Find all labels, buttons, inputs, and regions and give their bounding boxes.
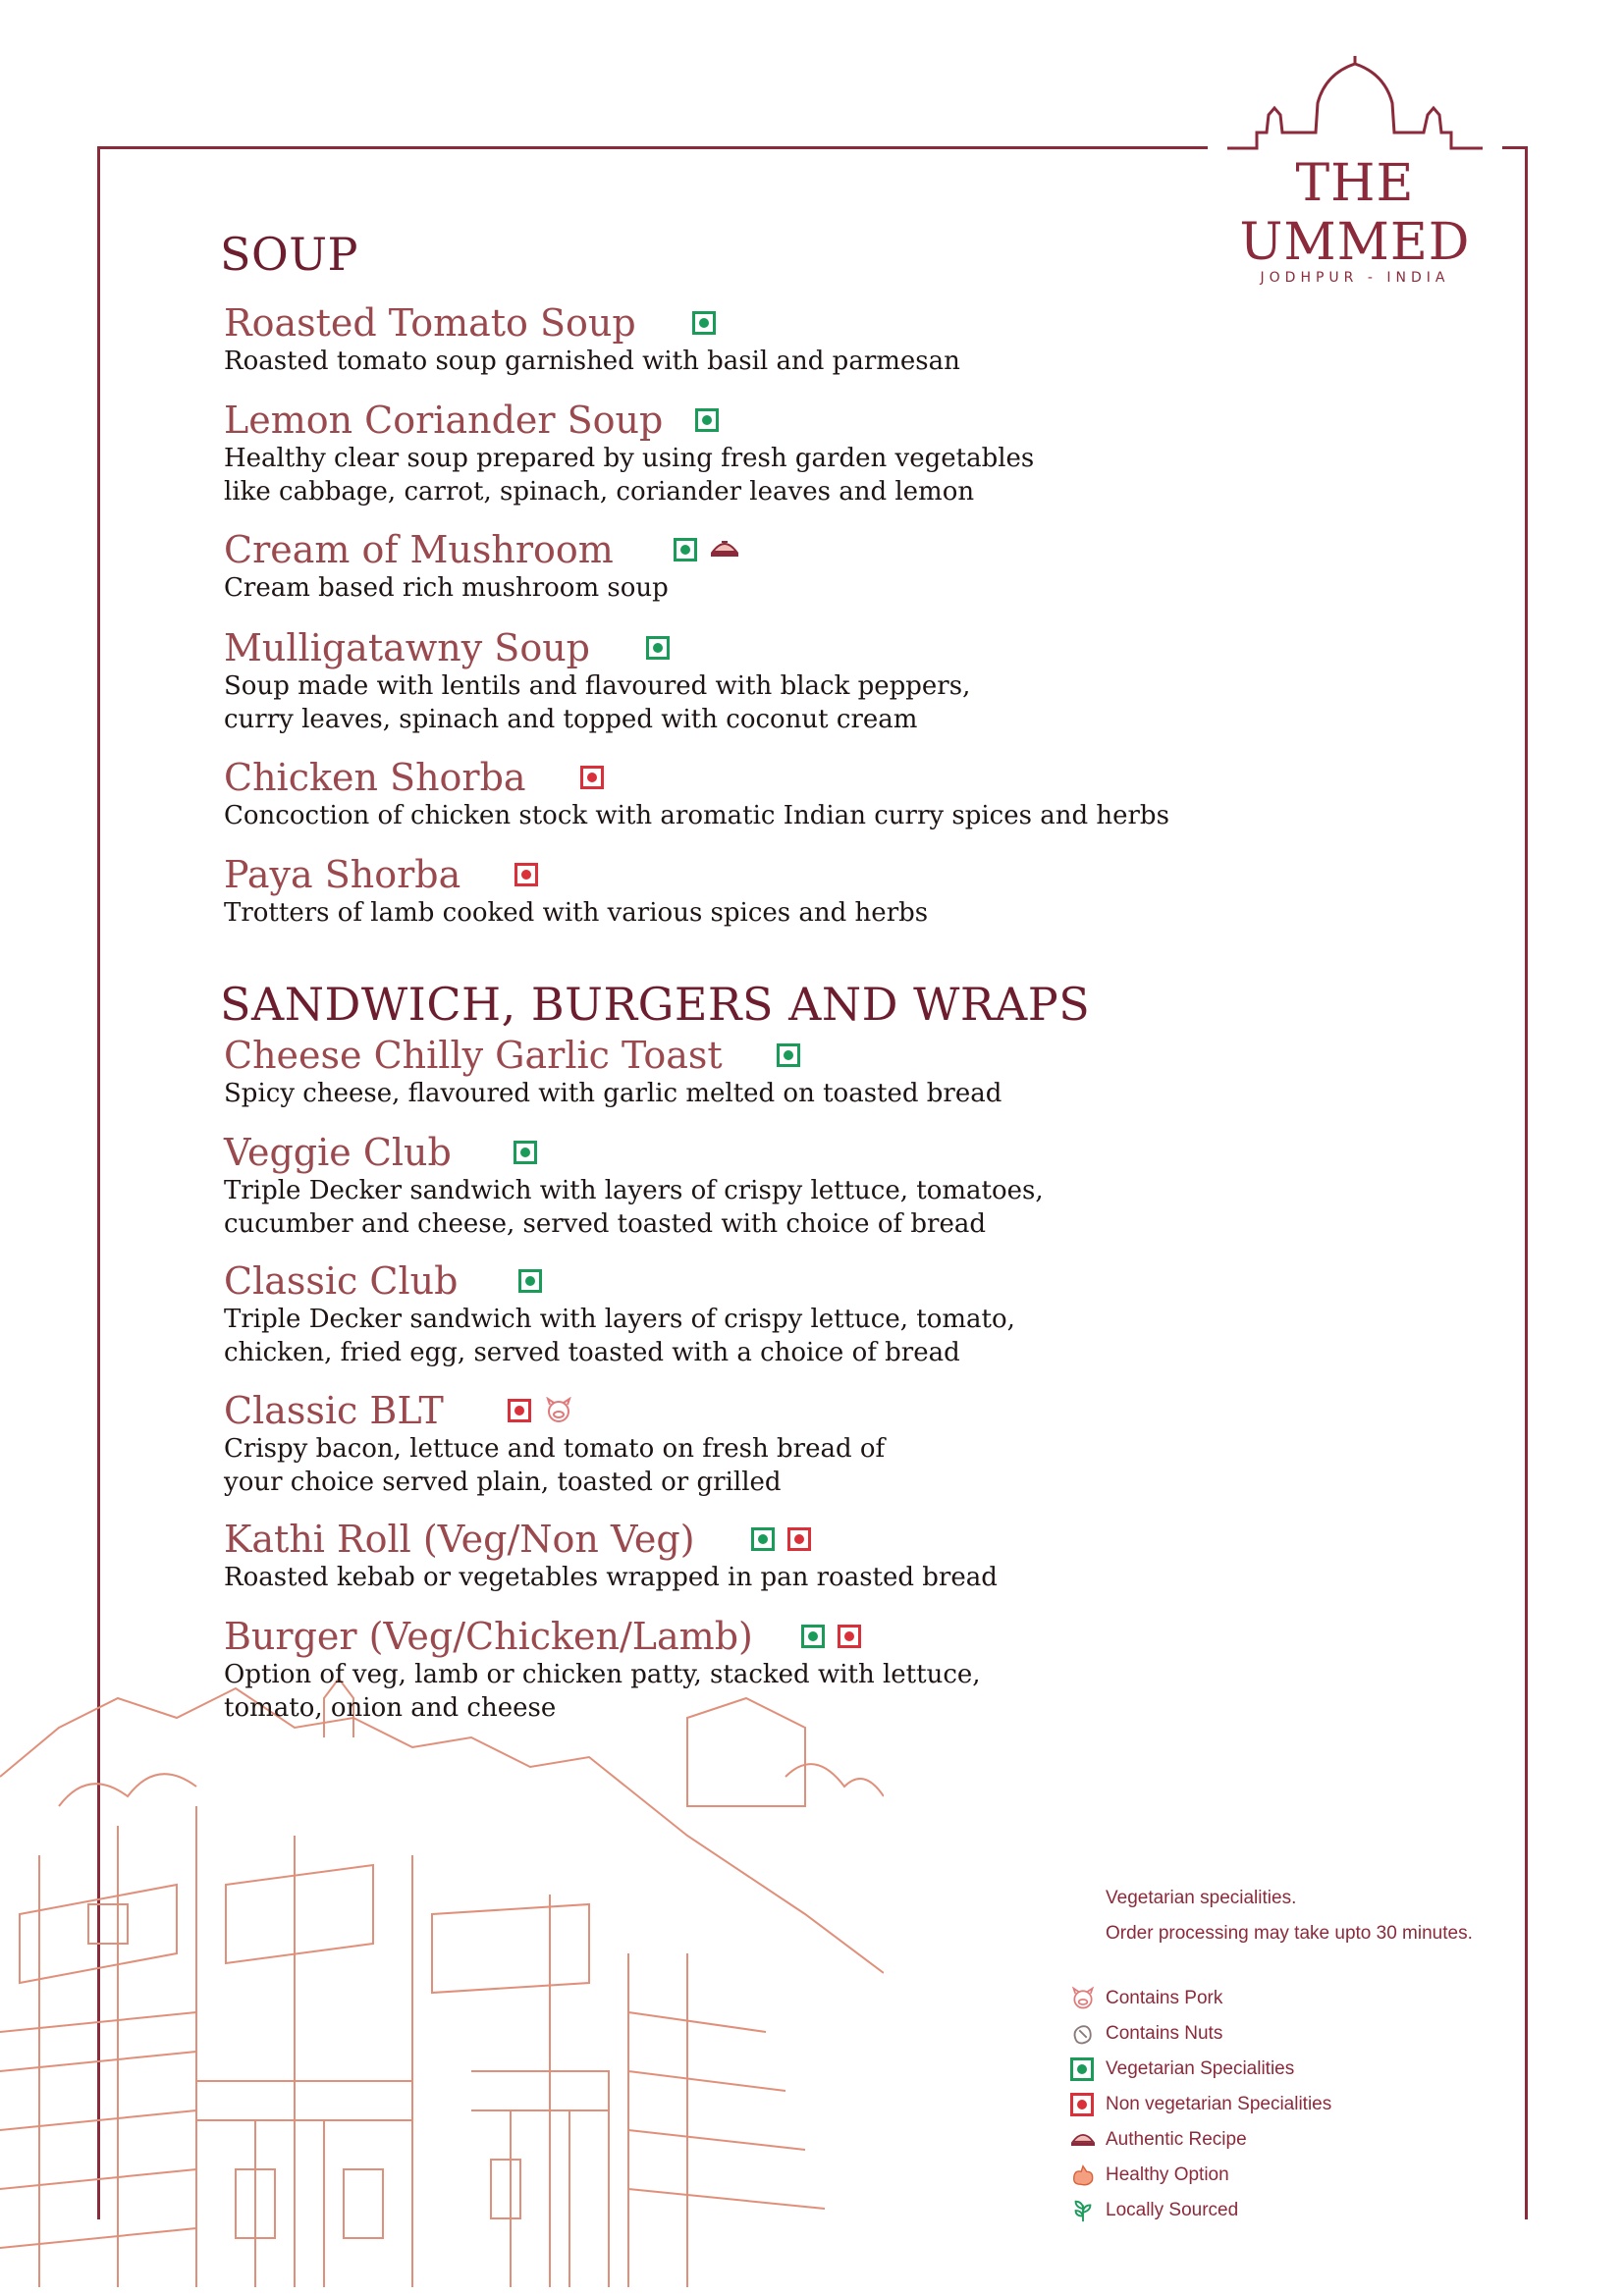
item-description: your choice served plain, toasted or grilled bbox=[224, 1468, 782, 1497]
legend-label: Locally Sourced bbox=[1106, 2200, 1239, 2220]
item-description: Triple Decker sandwich with layers of crispy lettuce, tomatoes, bbox=[224, 1176, 1044, 1205]
menu-item bbox=[224, 301, 960, 378]
healthy-option-icon bbox=[1070, 2163, 1096, 2188]
menu-item bbox=[224, 756, 1169, 832]
menu-item bbox=[224, 1034, 1001, 1110]
item-name: Chicken Shorba bbox=[224, 756, 526, 799]
item-description: tomato, onion and cheese bbox=[224, 1693, 557, 1723]
menu-item bbox=[224, 853, 928, 930]
menu-item bbox=[224, 626, 970, 736]
item-description: curry leaves, spinach and topped with coconut cream bbox=[224, 705, 918, 734]
item-name: Kathi Roll (Veg/Non Veg) bbox=[224, 1518, 695, 1561]
veg-icon bbox=[695, 408, 719, 432]
legend-label: Contains Pork bbox=[1106, 1988, 1223, 2008]
item-name: Paya Shorba bbox=[224, 853, 461, 896]
veg-icon bbox=[801, 1625, 825, 1648]
legend-row bbox=[1070, 2016, 1331, 2052]
nonveg-icon bbox=[838, 1625, 861, 1648]
note-veg: Vegetarian specialities. bbox=[1106, 1888, 1297, 1908]
locally-sourced-icon bbox=[1070, 2198, 1096, 2223]
item-description: Concoction of chicken stock with aromatic Indian curry spices and herbs bbox=[224, 801, 1169, 830]
nonveg-icon bbox=[514, 863, 538, 886]
authentic-recipe-icon bbox=[1070, 2128, 1096, 2152]
nonveg-icon bbox=[787, 1527, 811, 1551]
city-sketch-illustration bbox=[0, 1659, 884, 2296]
menu-item bbox=[224, 1389, 885, 1499]
menu-item bbox=[224, 399, 1034, 508]
veg-icon bbox=[751, 1527, 775, 1551]
veg-icon bbox=[518, 1269, 542, 1293]
legend-label: Authentic Recipe bbox=[1106, 2129, 1247, 2150]
item-name: Mulligatawny Soup bbox=[224, 626, 591, 669]
menu-item bbox=[224, 1259, 1015, 1369]
brand-location: JODHPUR - INDIA bbox=[1260, 270, 1450, 286]
item-name: Lemon Coriander Soup bbox=[224, 399, 664, 442]
veg-icon bbox=[777, 1043, 800, 1067]
veg-icon bbox=[692, 311, 716, 335]
note-processing: Order processing may take upto 30 minutes. bbox=[1106, 1923, 1473, 1944]
legend-row bbox=[1070, 2158, 1331, 2193]
legend-row bbox=[1070, 2052, 1331, 2087]
legend-row bbox=[1070, 1981, 1331, 2016]
item-name: Cream of Mushroom bbox=[224, 528, 614, 571]
item-description: Spicy cheese, flavoured with garlic melted on toasted bread bbox=[224, 1079, 1002, 1108]
legend-label: Contains Nuts bbox=[1106, 2023, 1223, 2044]
item-description: Option of veg, lamb or chicken patty, stacked with lettuce, bbox=[224, 1660, 981, 1689]
item-description: chicken, fried egg, served toasted with a choice of bread bbox=[224, 1338, 960, 1367]
item-description: Soup made with lentils and flavoured with black peppers, bbox=[224, 671, 971, 701]
authentic-recipe-icon bbox=[710, 536, 739, 563]
item-description: Trotters of lamb cooked with various spices and herbs bbox=[224, 898, 929, 928]
legend-label: Non vegetarian Specialities bbox=[1106, 2094, 1332, 2114]
veg-icon bbox=[1070, 2057, 1094, 2081]
item-description: Healthy clear soup prepared by using fresh garden vegetables bbox=[224, 444, 1035, 473]
item-name: Veggie Club bbox=[224, 1131, 452, 1174]
item-name: Classic Club bbox=[224, 1259, 459, 1303]
legend-row bbox=[1070, 2122, 1331, 2158]
menu-item bbox=[224, 1518, 998, 1594]
item-description: Cream based rich mushroom soup bbox=[224, 573, 669, 603]
menu-item bbox=[224, 1131, 1044, 1241]
legend-label: Healthy Option bbox=[1106, 2164, 1229, 2185]
item-name: Cheese Chilly Garlic Toast bbox=[224, 1034, 723, 1077]
veg-icon bbox=[674, 538, 697, 561]
legend-label: Vegetarian Specialities bbox=[1106, 2058, 1295, 2079]
nuts-icon bbox=[1070, 2021, 1096, 2047]
item-name: Roasted Tomato Soup bbox=[224, 301, 636, 345]
item-description: like cabbage, carrot, spinach, coriander leaves and lemon bbox=[224, 477, 975, 507]
veg-icon bbox=[514, 1141, 537, 1164]
legend-row bbox=[1070, 2087, 1331, 2122]
menu-item bbox=[224, 1615, 981, 1725]
item-description: Triple Decker sandwich with layers of crispy lettuce, tomato, bbox=[224, 1305, 1015, 1334]
notes bbox=[1106, 1881, 1473, 1951]
item-name: Burger (Veg/Chicken/Lamb) bbox=[224, 1615, 753, 1658]
nonveg-icon bbox=[1070, 2093, 1094, 2116]
veg-icon bbox=[646, 636, 670, 660]
section-title-sandwiches: SANDWICH, BURGERS AND WRAPS bbox=[220, 978, 1091, 1031]
brand-name: THE UMMED bbox=[1239, 154, 1471, 272]
item-description: Crispy bacon, lettuce and tomato on fresh bread of bbox=[224, 1434, 886, 1464]
section-title-soup: SOUP bbox=[220, 228, 358, 281]
palace-outline-icon bbox=[1227, 54, 1483, 152]
nonveg-icon bbox=[580, 766, 604, 789]
pork-icon bbox=[1070, 1986, 1096, 2011]
item-description: Roasted tomato soup garnished with basil and parmesan bbox=[224, 347, 960, 376]
nonveg-icon bbox=[508, 1399, 531, 1422]
legend-row bbox=[1070, 2193, 1331, 2228]
item-description: cucumber and cheese, served toasted with choice of bread bbox=[224, 1209, 986, 1239]
menu-item bbox=[224, 528, 747, 605]
item-name: Classic BLT bbox=[224, 1389, 444, 1432]
pork-icon bbox=[544, 1397, 573, 1424]
item-description: Roasted kebab or vegetables wrapped in pan roasted bread bbox=[224, 1563, 998, 1592]
legend bbox=[1070, 1981, 1331, 2228]
hotel-logo bbox=[1208, 54, 1502, 286]
